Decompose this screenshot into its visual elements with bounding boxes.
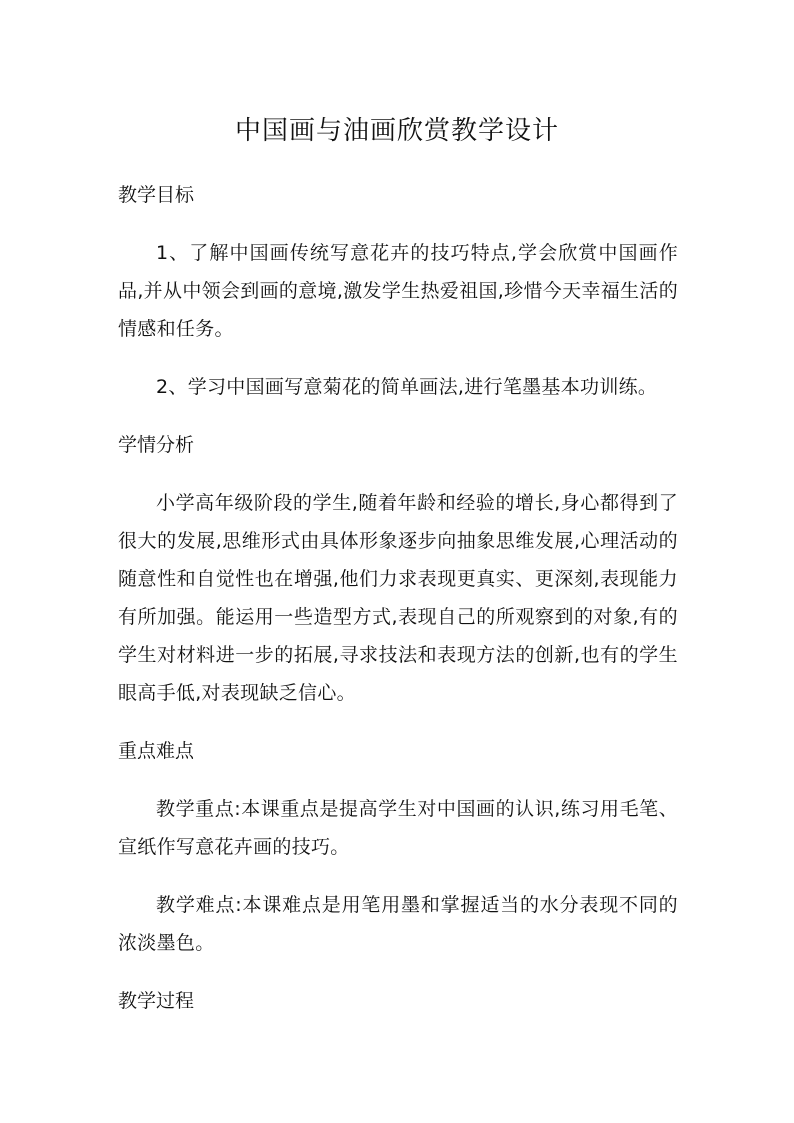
difficult-point-paragraph: 教学难点:本课难点是用笔用墨和掌握适当的水分表现不同的浓淡墨色。: [118, 894, 678, 954]
key-point-paragraph: 教学重点:本课重点是提高学生对中国画的认识,练习用毛笔、宣纸作写意花卉画的技巧。: [118, 798, 678, 858]
section-heading-student-analysis: 学情分析: [118, 434, 195, 456]
objective-paragraph-2: 2、学习中国画写意菊花的简单画法,进行笔墨基本功训练。: [156, 376, 658, 398]
section-heading-teaching-process: 教学过程: [118, 990, 195, 1012]
objective-paragraph-1: 1、了解中国画传统写意花卉的技巧特点,学会欣赏中国画作品,并从中领会到画的意境,激发学生热爱祖国,珍惜今天幸福生活的情感和任务。: [118, 242, 678, 340]
section-heading-objectives: 教学目标: [118, 184, 195, 206]
student-analysis-paragraph: 小学高年级阶段的学生,随着年龄和经验的增长,身心都得到了很大的发展,思维形式由具体形象逐步向抽象思维发展,心理活动的随意性和自觉性也在增强,他们力求表现更真实、更深刻,表现能力有所加强。能运用一些造型方式,表现自己的所观察到的对象,有的学生对材料进一步的拓展,寻求技法和表现方法的创新,也有的学生眼高手低,对表现缺乏信心。: [118, 492, 678, 704]
document-title: 中国画与油画欣赏教学设计: [234, 116, 559, 146]
section-heading-key-points: 重点难点: [118, 740, 195, 762]
document-body: [118, 176, 678, 1020]
